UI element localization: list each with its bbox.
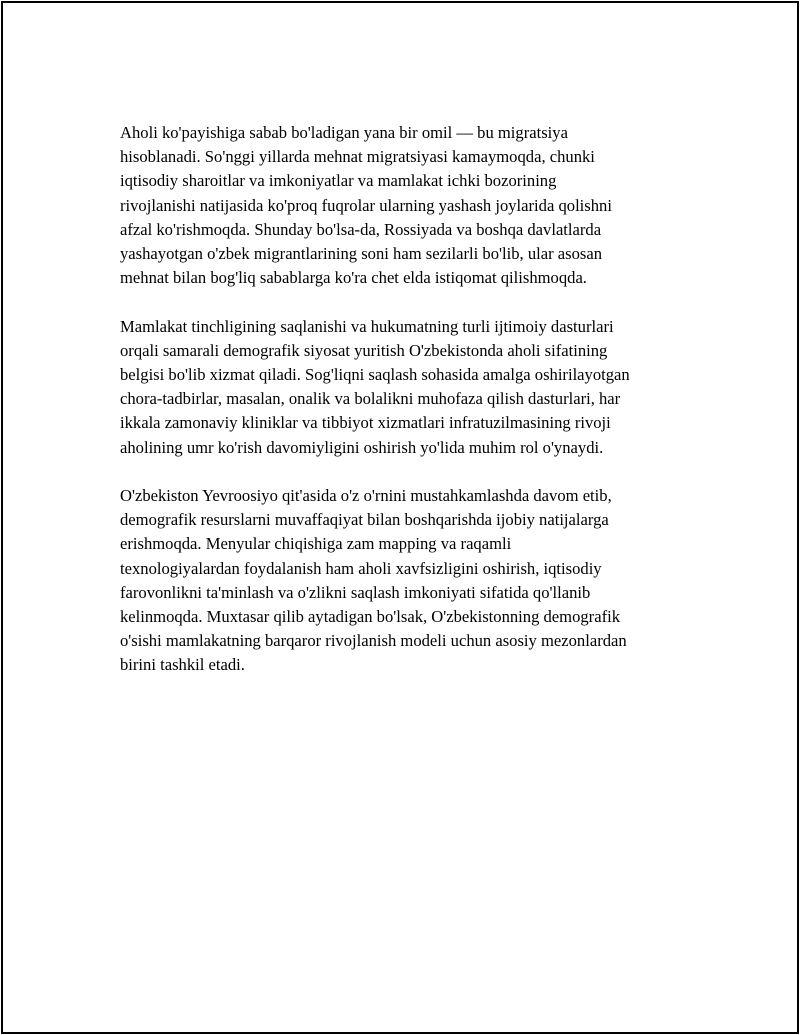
document-page [1, 1, 799, 1034]
paragraph-migration: Aholi ko'payishiga sabab bo'ladigan yana bir omil — bu migratsiya hisoblanadi. So'nggi yillarda mehnat migratsiyasi kamaymoqda, chunki iqtisodiy sharoitlar va imkoniyatlar va mamlakat ichki bozorining rivojlanishi natijasida ko'proq fuqrolar ularning yashash joylarida qolishni afzal ko'rishmoqda. Shunday bo'lsa-da, Rossiyada va boshqa davlatlarda yashayotgan o'zbek migrantlarining soni ham sezilarli bo'lib, ular asosan mehnat bilan bog'liq sabablarga ko'ra chet elda istiqomat qilishmoqda. [120, 123, 612, 288]
paragraph-health-policy: Mamlakat tinchligining saqlanishi va hukumatning turli ijtimoiy dasturlari orqali samarali demografik siyosat yuritish O'zbekistonda aholi sifatining belgisi bo'lib xizmat qiladi. Sog'liqni saqlash sohasida amalga oshirilayotgan chora-tadbirlar, masalan, onalik va bolalikni muhofaza qilish dasturlari, har ikkala zamonaviy kliniklar va tibbiyot xizmatlari infratuzilmasining rivoji aholining umr ko'rish davomiyligini oshirish yo'lida muhim rol o'ynaydi. [120, 316, 630, 457]
document-body [120, 121, 690, 702]
paragraph-conclusion: O'zbekiston Yevroosiyo qit'asida o'z o'rnini mustahkamlashda davom etib, demografik resurslarni muvaffaqiyat bilan boshqarishda ijobiy natijalarga erishmoqda. Menyular chiqishiga zam mapping va raqamli texnologiyalardan foydalanish ham aholi xavfsizligini oshirish, iqtisodiy farovonlikni ta'minlash va o'zlikni saqlash imkoniyati sifatida qo'llanib kelinmoqda. Muxtasar qilib aytadigan bo'lsak, O'zbekistonning demografik o'sishi mamlakatning barqaror rivojlanish modeli uchun asosiy mezonlardan birini tashkil etadi. [120, 486, 627, 675]
